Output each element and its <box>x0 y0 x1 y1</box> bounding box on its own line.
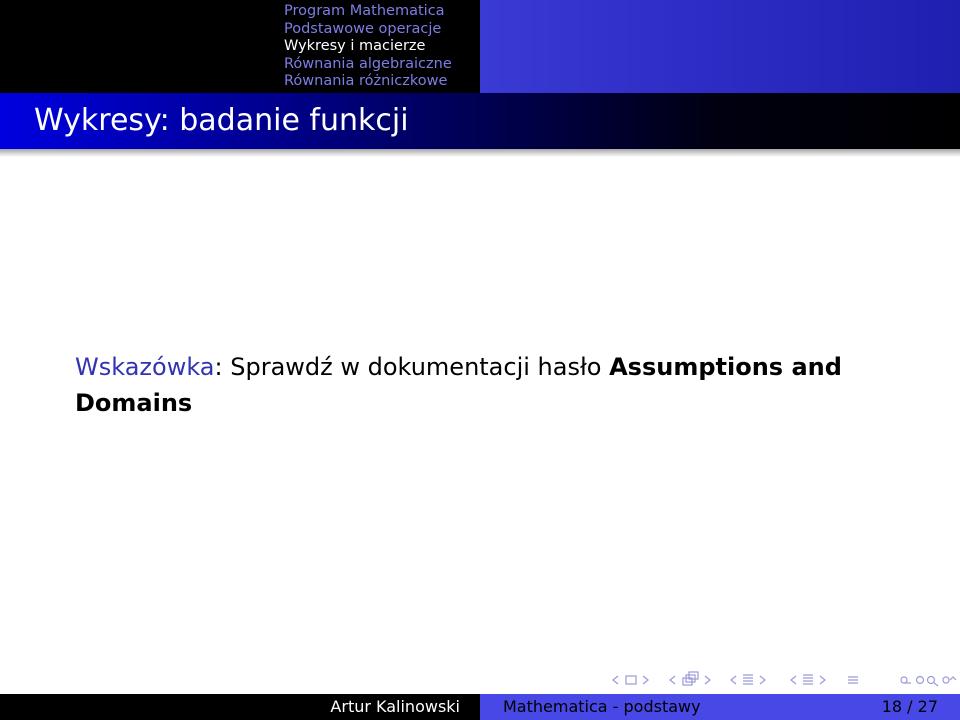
section-navigation <box>284 3 452 91</box>
footer <box>0 694 960 720</box>
hint-colon: : <box>214 353 223 381</box>
hint-text: Sprawdź w dokumentacji hasło <box>222 353 610 381</box>
frame-title: Wykresy: badanie funkcji <box>34 103 409 138</box>
frame-prev-arrow-icon[interactable] <box>613 676 618 684</box>
nav-section-algebraic-equations[interactable]: Równania algebraiczne <box>284 55 452 72</box>
subsection2-next-arrow-icon[interactable] <box>820 676 825 684</box>
footer-presentation-title: Mathematica - podstawy <box>503 697 701 716</box>
section-next-arrow-icon[interactable] <box>760 676 765 684</box>
nav-section-program[interactable]: Program Mathematica <box>284 3 445 19</box>
frame-next-arrow-icon[interactable] <box>643 676 648 684</box>
navigation-symbols <box>608 670 958 690</box>
footer-title-bar <box>480 694 960 720</box>
subsection2-lines-icon[interactable] <box>803 675 813 684</box>
header-nav-left <box>0 0 480 93</box>
align-lines-icon[interactable] <box>848 677 858 683</box>
subsection2-prev-arrow-icon[interactable] <box>791 676 796 684</box>
forward-loop-icon[interactable] <box>943 677 956 683</box>
subsection-prev-arrow-icon[interactable] <box>670 676 675 684</box>
footer-author: Artur Kalinowski <box>0 694 480 720</box>
nav-section-basic-operations[interactable]: Podstawowe operacje <box>284 20 442 37</box>
frame-box-icon[interactable] <box>626 676 636 684</box>
section-prev-arrow-icon[interactable] <box>731 676 736 684</box>
section-lines-icon[interactable] <box>743 675 753 684</box>
back-loop-icon[interactable] <box>901 677 911 683</box>
hint-label: Wskazówka <box>75 353 215 381</box>
title-bar-shadow <box>0 149 960 157</box>
nav-section-plots-matrices[interactable]: Wykresy i macierze <box>284 38 426 55</box>
hint-keyword: Assumptions and Domains <box>75 353 842 417</box>
nav-section-differential-equations[interactable]: Równania różniczkowe <box>284 73 448 90</box>
search-loop-icon[interactable] <box>917 677 939 687</box>
footer-page-number: 18 / 27 <box>881 697 938 716</box>
header-nav-right <box>480 0 960 93</box>
hint-paragraph <box>75 349 875 421</box>
subsection-next-arrow-icon[interactable] <box>705 676 710 684</box>
subsection-box-icon[interactable] <box>683 672 698 685</box>
